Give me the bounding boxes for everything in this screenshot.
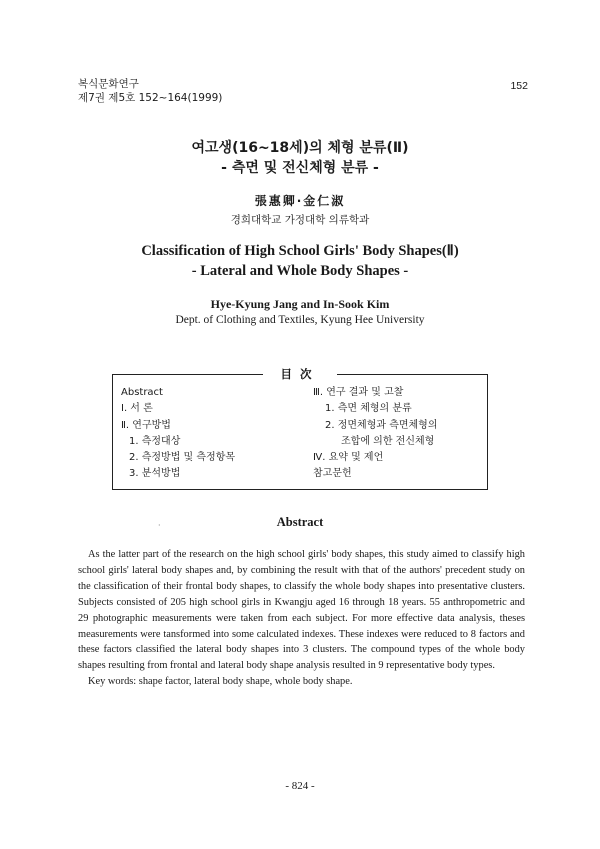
abstract-heading: Abstract — [276, 515, 324, 529]
english-authors: Hye-Kyung Jang and In-Sook Kim — [210, 297, 390, 311]
abstract-paragraph: As the latter part of the research on the high school girls' body shapes, this study aimed to classify high school girls' lateral body shapes and, by combining the result with that of the authors' precedent study on the classification of their frontal body shapes, to classify the whole body shapes into presentative clusters. Subjects consisted of 205 high school girls in Kwangju aged 16 through 18 years. 55 anthropometric and 29 photographic measurements were taken from each subject. For more effective data analysis, theses measurements were tansformed into some calculated indexes. These indexes were reduced to 8 factors and these factors classified the lateral body shapes into 3 clusters. The compound types of the whole body shapes resulting from frontal and lateral body shape analysis resulted in 9 representative body types. — [78, 549, 525, 672]
korean-title-line1: 여고생(16~18세)의 체형 분류(Ⅱ) — [191, 140, 409, 156]
journal-info — [78, 77, 222, 105]
journal-name: 복식문화연구 — [78, 78, 139, 90]
scan-speck: · — [158, 521, 161, 530]
toc-right-column — [313, 385, 438, 483]
page-number-bottom: - 824 - — [285, 780, 315, 792]
english-title — [0, 241, 600, 281]
korean-title-line2: - 측면 및 전신체형 분류 - — [221, 160, 379, 176]
keywords: Key words: shape factor, lateral body shape, whole body shape. — [88, 676, 353, 688]
english-affiliation: Dept. of Clothing and Textiles, Kyung Hee University — [175, 314, 425, 326]
toc-item: 2. 정면체형과 측면체형의 — [325, 419, 438, 431]
english-title-line1: Classification of High School Girls' Body Shapes(Ⅱ) — [141, 243, 459, 259]
toc-item: 1. 측면 체형의 분류 — [325, 403, 412, 415]
toc-item: Ⅲ. 연구 결과 및 고찰 — [313, 387, 404, 398]
journal-volume: 제7권 제5호 152~164(1999) — [78, 92, 223, 104]
toc-item: Ⅱ. 연구방법 — [121, 419, 171, 431]
toc-item: Abstract — [121, 387, 163, 398]
english-title-line2: - Lateral and Whole Body Shapes - — [191, 263, 409, 279]
toc-heading: 目次 — [263, 366, 337, 382]
korean-authors: 張惠卿·金仁淑 — [254, 194, 346, 208]
toc-item: Ⅰ. 서 론 — [121, 403, 153, 415]
korean-title — [0, 138, 600, 178]
toc-item: 참고문헌 — [313, 468, 352, 480]
toc-item: 조합에 의한 전신체형 — [341, 435, 435, 447]
toc-item: Ⅳ. 요약 및 제언 — [313, 452, 384, 464]
abstract-body — [78, 547, 525, 690]
toc-item: 2. 측정방법 및 측정항목 — [129, 452, 236, 464]
page-number-top: 152 — [510, 80, 528, 92]
table-of-contents — [112, 367, 488, 490]
korean-affiliation: 경희대학교 가정대학 의류학과 — [230, 214, 370, 226]
toc-left-column — [121, 385, 235, 483]
toc-item: 1. 측정대상 — [129, 435, 181, 447]
toc-item: 3. 분석방법 — [129, 468, 181, 480]
